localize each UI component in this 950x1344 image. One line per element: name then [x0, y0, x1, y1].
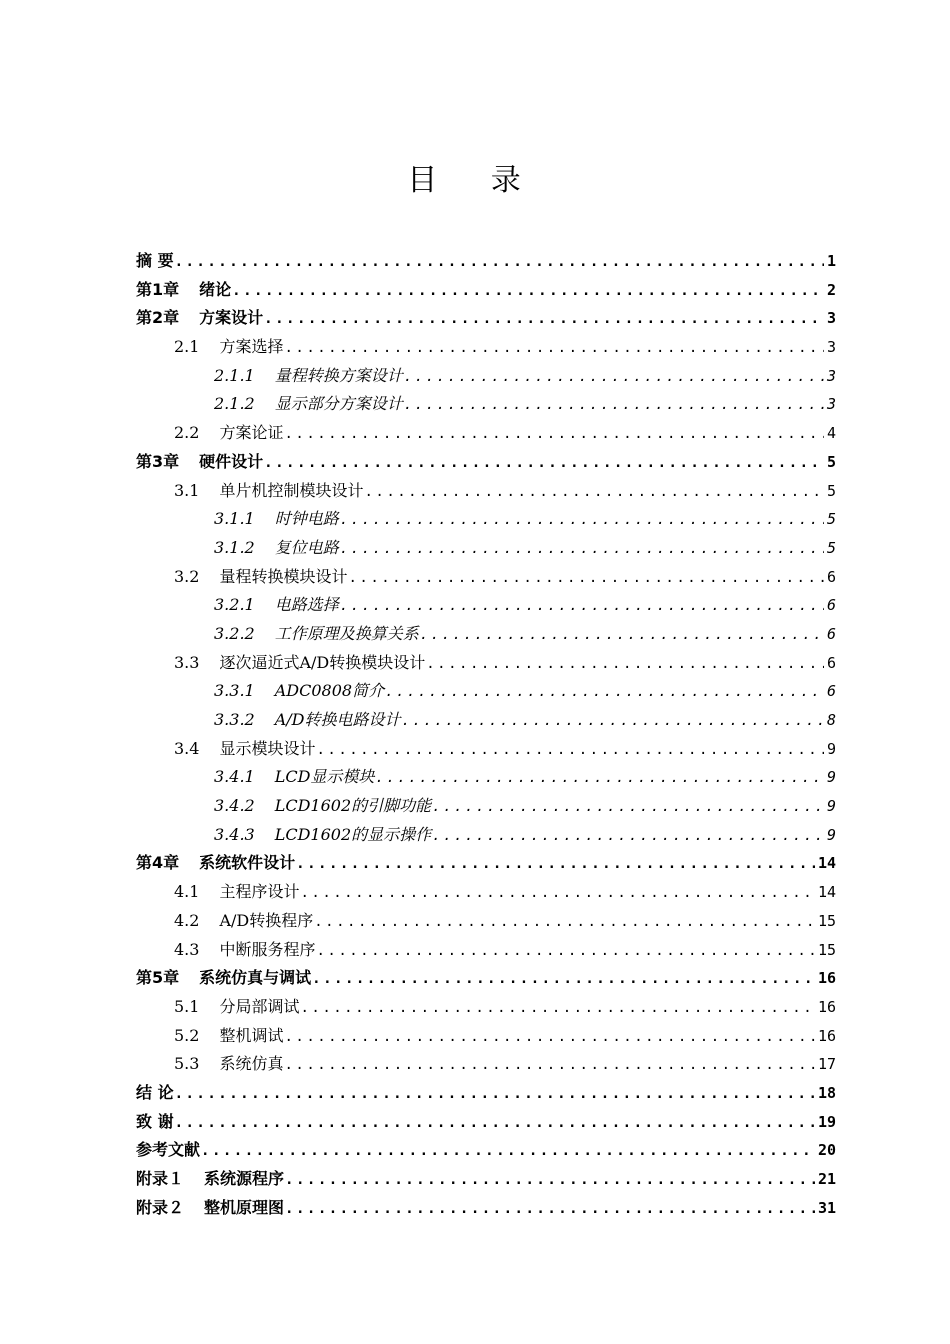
dot-leader — [404, 369, 824, 385]
toc-entry-label: ADC0808简介 — [274, 681, 385, 701]
toc-entry-page: 19 — [817, 1112, 836, 1131]
toc-entry-page: 3 — [826, 395, 836, 414]
dot-leader — [285, 1172, 815, 1188]
toc-entry-number: 4.1 — [174, 882, 200, 902]
toc-entry[interactable] — [136, 363, 836, 392]
toc-entry[interactable] — [136, 994, 836, 1023]
dot-leader — [340, 512, 824, 528]
toc-entry-label: 系统仿真与调试 — [199, 968, 312, 988]
toc-entry[interactable] — [136, 564, 836, 593]
toc-entry-number: 2.1.2 — [214, 394, 255, 414]
toc-entry-page: 17 — [817, 1055, 836, 1074]
dot-leader — [385, 684, 824, 700]
toc-entry-number: 4.2 — [174, 910, 200, 930]
toc-entry-page: 9 — [826, 825, 836, 844]
toc-entry-label: 绪论 — [199, 279, 232, 299]
toc-entry-label: 方案论证 — [219, 423, 284, 443]
dot-leader — [300, 885, 814, 901]
page-title: 目 录 — [407, 163, 543, 198]
toc-entry-label: 整机原理图 — [204, 1197, 285, 1217]
toc-entry[interactable] — [136, 764, 836, 793]
toc-entry-label: 方案选择 — [219, 337, 284, 357]
dot-leader — [175, 254, 824, 270]
toc-entry-page: 9 — [826, 797, 836, 816]
toc-entry-label: 量程转换模块设计 — [219, 566, 348, 586]
toc-entry-page: 5 — [826, 481, 836, 500]
dot-leader — [232, 283, 824, 299]
toc-entry-page: 16 — [817, 969, 836, 988]
toc-entry-label: LCD1602的显示操作 — [274, 824, 432, 844]
toc-entry-number: 5.1 — [174, 996, 200, 1016]
toc-entry[interactable] — [136, 850, 836, 879]
toc-entry-label: 整机调试 — [219, 1025, 284, 1045]
toc-entry-label: LCD1602的引脚功能 — [274, 796, 432, 816]
toc-entry-label: 方案设计 — [199, 308, 264, 328]
toc-entry[interactable] — [136, 334, 836, 363]
dot-leader — [175, 1086, 815, 1102]
toc-entry[interactable] — [136, 650, 836, 679]
toc-entry-label: 时钟电路 — [274, 509, 339, 529]
toc-entry-number: 5.3 — [174, 1054, 200, 1074]
toc-entry-number: 第2章 — [136, 308, 180, 328]
toc-entry-page: 15 — [817, 940, 836, 959]
toc-entry-page: 16 — [817, 997, 836, 1016]
toc-entry-page: 18 — [817, 1083, 836, 1102]
toc-entry-number: 3.4.1 — [214, 767, 255, 787]
toc-entry-label: 系统软件设计 — [199, 853, 296, 873]
toc-entry-page: 5 — [826, 538, 836, 557]
toc-entry-label: 显示模块设计 — [219, 738, 316, 758]
toc-entry[interactable] — [136, 707, 836, 736]
dot-leader — [340, 598, 824, 614]
toc-entry-page: 31 — [817, 1198, 836, 1217]
toc-entry[interactable] — [136, 1166, 836, 1195]
toc-entry-number: 3.1.2 — [214, 537, 255, 557]
toc-entry-number: 3.3.1 — [214, 681, 255, 701]
dot-leader — [432, 828, 824, 844]
toc-entry[interactable] — [136, 879, 836, 908]
dot-leader — [364, 484, 824, 500]
dot-leader — [300, 1000, 814, 1016]
toc-entry[interactable] — [136, 793, 836, 822]
toc-entry-page: 3 — [826, 309, 836, 328]
toc-entry-label: 中断服务程序 — [219, 939, 316, 959]
dot-leader — [175, 1115, 815, 1131]
toc-entry-label: 硬件设计 — [199, 451, 264, 471]
toc-entry-page: 6 — [826, 653, 836, 672]
toc-entry-page: 4 — [826, 424, 836, 443]
toc-entry-number: 2.2 — [174, 423, 200, 443]
toc-entry-label: 逐次逼近式A/D转换模块设计 — [219, 652, 426, 672]
toc-entry-page: 9 — [826, 739, 836, 758]
dot-leader — [348, 570, 824, 586]
table-of-contents — [136, 248, 836, 1223]
toc-entry-page: 5 — [826, 510, 836, 529]
toc-entry[interactable] — [136, 1080, 836, 1109]
toc-entry-page: 6 — [826, 567, 836, 586]
toc-entry[interactable] — [136, 736, 836, 765]
toc-entry-label: 结 论 — [136, 1082, 174, 1102]
dot-leader — [316, 742, 824, 758]
toc-entry-label: 工作原理及换算关系 — [274, 623, 419, 643]
toc-entry-page: 14 — [817, 854, 836, 873]
dot-leader — [316, 943, 814, 959]
dot-leader — [284, 340, 824, 356]
toc-entry-label: A/D转换程序 — [219, 910, 314, 930]
dot-leader — [314, 914, 815, 930]
dot-leader — [285, 1201, 815, 1217]
toc-entry-number: 3.3.2 — [214, 710, 255, 729]
toc-entry-number: 3.4.2 — [214, 796, 255, 816]
toc-entry-page: 5 — [826, 452, 836, 471]
toc-entry[interactable] — [136, 678, 836, 707]
toc-entry[interactable] — [136, 535, 836, 564]
dot-leader — [340, 541, 824, 557]
toc-entry[interactable] — [136, 908, 836, 937]
toc-entry-label: 电路选择 — [274, 595, 339, 615]
toc-entry-label: 系统仿真 — [219, 1054, 284, 1074]
toc-entry-number: 5.2 — [174, 1025, 200, 1045]
toc-entry[interactable] — [136, 592, 836, 621]
toc-entry-number: 3.4.3 — [214, 824, 255, 844]
toc-entry[interactable] — [136, 305, 836, 334]
toc-entry[interactable] — [136, 965, 836, 994]
dot-leader — [432, 799, 824, 815]
toc-entry[interactable] — [136, 822, 836, 851]
dot-leader — [264, 455, 824, 471]
toc-entry-page: 9 — [826, 768, 836, 787]
toc-entry[interactable] — [136, 1023, 836, 1052]
toc-entry[interactable] — [136, 478, 836, 507]
dot-leader — [312, 971, 815, 987]
toc-entry-page: 6 — [826, 682, 836, 701]
dot-leader — [284, 426, 824, 442]
dot-leader — [201, 1143, 815, 1159]
toc-entry[interactable] — [136, 621, 836, 650]
toc-entry-page: 8 — [826, 711, 836, 729]
toc-entry-number: 第3章 — [136, 451, 180, 471]
toc-entry-label: 分局部调试 — [219, 996, 300, 1016]
toc-entry-label: 显示部分方案设计 — [274, 394, 403, 414]
toc-entry-label: 致 谢 — [136, 1111, 174, 1131]
toc-entry-page: 6 — [826, 624, 836, 643]
toc-entry-number: 附录２ — [136, 1197, 185, 1217]
toc-entry-page: 21 — [817, 1170, 836, 1188]
toc-entry-number: 第5章 — [136, 968, 180, 988]
toc-entry-page: 6 — [826, 596, 836, 615]
toc-entry-page: 3 — [826, 338, 836, 357]
dot-leader — [284, 1029, 814, 1045]
toc-entry-page: 20 — [817, 1141, 836, 1160]
toc-entry-label: A/D转换电路设计 — [274, 710, 401, 729]
toc-entry-number: 3.2 — [174, 566, 200, 586]
toc-entry-number: 3.4 — [174, 738, 200, 758]
toc-entry-number: 3.2.2 — [214, 623, 255, 643]
toc-entry-number: 附录１ — [136, 1169, 185, 1188]
dot-leader — [402, 713, 824, 729]
toc-entry-number: 第1章 — [136, 279, 180, 299]
toc-entry-page: 1 — [826, 252, 836, 270]
toc-entry[interactable] — [136, 506, 836, 535]
toc-entry[interactable] — [136, 1137, 836, 1166]
toc-entry[interactable] — [136, 1051, 836, 1080]
dot-leader — [404, 397, 824, 413]
toc-entry-label: 参考文献 — [136, 1140, 201, 1160]
toc-entry[interactable] — [136, 937, 836, 966]
toc-entry-number: 3.1.1 — [214, 509, 255, 529]
toc-entry-page: 15 — [817, 911, 836, 930]
toc-entry-page: 16 — [817, 1026, 836, 1045]
toc-entry-number: 2.1 — [174, 337, 200, 357]
toc-entry-number: 2.1.1 — [214, 365, 255, 385]
toc-entry[interactable] — [136, 1109, 836, 1138]
toc-entry-label: LCD显示模块 — [274, 767, 375, 787]
dot-leader — [284, 1057, 814, 1073]
dot-leader — [420, 627, 824, 643]
toc-entry-label: 量程转换方案设计 — [274, 365, 403, 385]
toc-entry-label: 系统源程序 — [204, 1169, 285, 1188]
toc-entry[interactable] — [136, 391, 836, 420]
dot-leader — [426, 656, 824, 672]
toc-entry-number: 3.1 — [174, 480, 200, 500]
toc-entry[interactable] — [136, 420, 836, 449]
toc-entry-label: 摘 要 — [136, 251, 174, 270]
dot-leader — [375, 770, 824, 786]
toc-entry-label: 单片机控制模块设计 — [219, 480, 364, 500]
toc-entry-page: 2 — [826, 280, 836, 299]
toc-entry[interactable] — [136, 449, 836, 478]
toc-entry-label: 复位电路 — [274, 537, 339, 557]
toc-entry[interactable] — [136, 248, 836, 277]
toc-entry-number: 第4章 — [136, 853, 180, 873]
toc-entry-page: 14 — [817, 883, 836, 902]
dot-leader — [296, 856, 815, 872]
toc-entry-label: 主程序设计 — [219, 882, 300, 902]
toc-entry-page: 3 — [826, 366, 836, 385]
toc-entry-number: 3.2.1 — [214, 595, 255, 615]
dot-leader — [264, 311, 824, 327]
toc-entry-number: 3.3 — [174, 652, 200, 672]
toc-entry[interactable] — [136, 1195, 836, 1224]
toc-entry-number: 4.3 — [174, 939, 200, 959]
toc-entry[interactable] — [136, 277, 836, 306]
